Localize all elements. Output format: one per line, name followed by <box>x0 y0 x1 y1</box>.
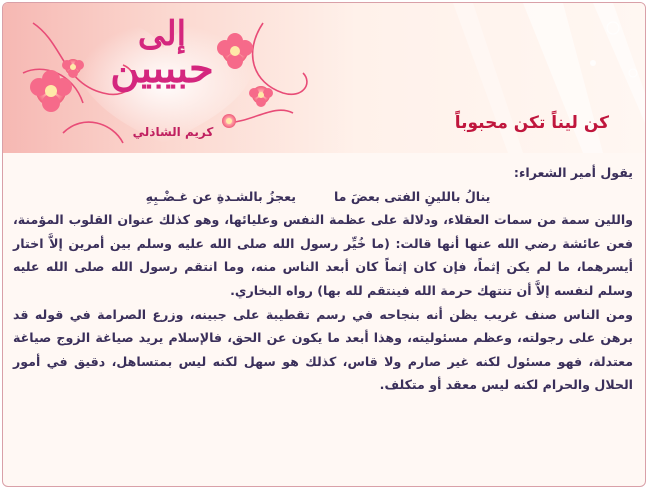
paragraph-2: ومن الناس صنف غريب يظن أنه بنجاحه في رسم تقطيبة على جبينه، وزرع الصرامة في قوله قد برهن على رجولته، وعظم مسئوليته، وهذا أبعد ما يكون عن الحق، فالإسلام يريد صياغة الزوج صياغة معتدلة، فهو مسئول لكنه غير صارم ولا قاس، كذلك هو سهل لكنه ليس بمتساهل، دقيق في أمور الحلال والحرام لكنه ليس معقد أو متكلف. <box>13 306 633 393</box>
book-title <box>77 3 247 92</box>
poetry-verse <box>13 185 633 209</box>
intro-line: يقول أمير الشعراء: <box>513 165 633 180</box>
article-body <box>13 161 633 397</box>
chapter-title: كن ليناً تكن محبوباً <box>454 113 609 133</box>
page-frame <box>2 2 646 487</box>
verse-hemistich-second: يعجزُ بالشـدةِ عن غـضْـبِهِ <box>145 188 296 204</box>
verse-hemistich-first: ينالُ باللينِ الفتى بعضَ ما <box>333 188 491 204</box>
header-banner <box>3 3 645 153</box>
paragraph-1: واللين سمة من سمات العقلاء، ودلالة على عظمة النفس وعليائها، وهو كذلك عنوان القلوب المؤمنة، فعن عائشة رضي الله عنها أنها قالت: (ما خُيِّر رسول الله صلى الله عليه وسلم بين أمرين إلاَّ اختار أيسرهما، ما لم يكن إثماً، فإن كان إثماً كان أبعد الناس منه، وما انتقم رسول الله صلى الله عليه وسلم لنفسه إلاَّ أن تنتهك حرمة الله فينتقم لله بها) رواه البخاري. <box>13 212 633 298</box>
book-title-line1: إلى <box>137 14 187 54</box>
author-name: كريم الشاذلي <box>132 125 214 139</box>
book-title-line2: حبيبين <box>110 45 214 92</box>
